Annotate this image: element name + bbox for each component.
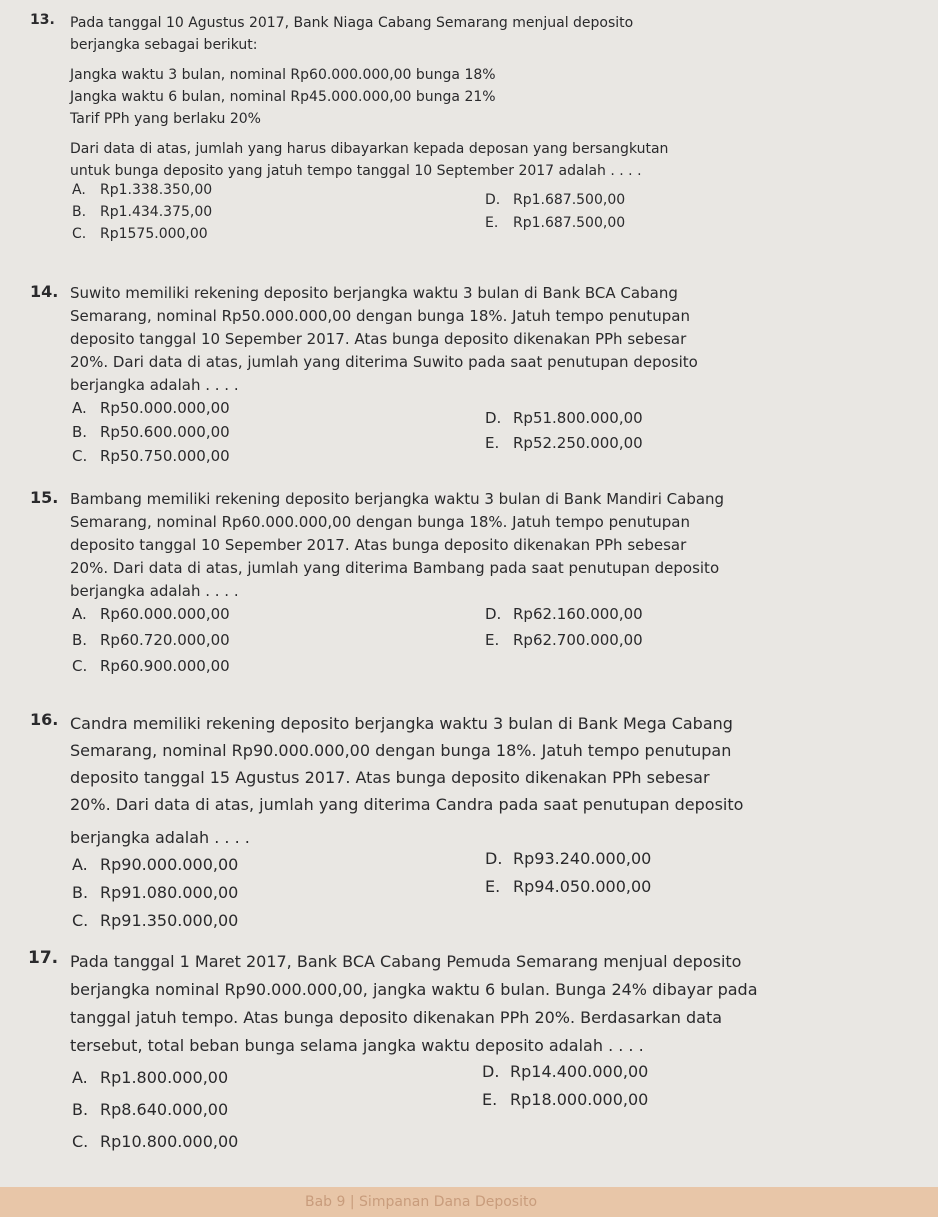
question-number: 14. bbox=[30, 282, 59, 301]
answer-options bbox=[70, 605, 925, 685]
question-number: 15. bbox=[30, 488, 59, 507]
option-d[interactable]: D. Rp51.800.000,00 bbox=[485, 409, 643, 427]
question-line: Semarang, nominal Rp60.000.000,00 dengan bunga 18%. Jatuh tempo penutupan bbox=[70, 513, 691, 531]
answer-options bbox=[70, 182, 925, 254]
question-line: deposito tanggal 10 Sepember 2017. Atas bunga deposito dikenakan PPh sebesar bbox=[70, 536, 687, 554]
question-line: Jangka waktu 3 bulan, nominal Rp60.000.000,00 bunga 18% bbox=[70, 67, 496, 83]
question-number: 13. bbox=[30, 12, 55, 28]
option-c[interactable]: C. Rp60.900.000,00 bbox=[72, 657, 230, 675]
footer-bar bbox=[0, 1187, 938, 1217]
answer-options bbox=[70, 849, 925, 939]
question-line: Pada tanggal 10 Agustus 2017, Bank Niaga Cabang Semarang menjual deposito bbox=[70, 15, 634, 31]
question-number: 16. bbox=[30, 710, 59, 729]
question-17 bbox=[28, 948, 923, 1160]
option-c[interactable]: C. Rp1575.000,00 bbox=[72, 226, 208, 242]
question-line: 20%. Dari data di atas, jumlah yang diterima Suwito pada saat penutupan deposito bbox=[70, 353, 698, 371]
option-e[interactable]: E. Rp62.700.000,00 bbox=[485, 631, 643, 649]
option-b[interactable]: B. Rp1.434.375,00 bbox=[72, 204, 213, 220]
option-e[interactable]: E. Rp1.687.500,00 bbox=[485, 215, 626, 231]
option-c[interactable]: C. Rp10.800.000,00 bbox=[72, 1132, 239, 1151]
question-line: Candra memiliki rekening deposito berjangka waktu 3 bulan di Bank Mega Cabang bbox=[70, 714, 733, 733]
question-line: berjangka adalah . . . . bbox=[70, 376, 239, 394]
question-line: deposito tanggal 10 Sepember 2017. Atas bunga deposito dikenakan PPh sebesar bbox=[70, 330, 687, 348]
option-d[interactable]: D. Rp93.240.000,00 bbox=[485, 849, 652, 868]
question-text bbox=[70, 710, 925, 851]
question-14 bbox=[30, 282, 925, 471]
question-line: Pada tanggal 1 Maret 2017, Bank BCA Cabang Pemuda Semarang menjual deposito bbox=[70, 952, 742, 971]
question-line: berjangka adalah . . . . bbox=[70, 828, 250, 847]
answer-options bbox=[70, 1062, 923, 1160]
option-e[interactable]: E. Rp94.050.000,00 bbox=[485, 877, 652, 896]
question-line: Jangka waktu 6 bulan, nominal Rp45.000.000,00 bunga 21% bbox=[70, 89, 496, 105]
question-line: untuk bunga deposito yang jatuh tempo tanggal 10 September 2017 adalah . . . . bbox=[70, 163, 642, 179]
question-text bbox=[70, 488, 925, 603]
question-line: berjangka sebagai berikut: bbox=[70, 37, 258, 53]
question-line: 20%. Dari data di atas, jumlah yang diterima Bambang pada saat penutupan deposito bbox=[70, 559, 720, 577]
option-e[interactable]: E. Rp52.250.000,00 bbox=[485, 434, 643, 452]
option-a[interactable]: A. Rp90.000.000,00 bbox=[72, 855, 239, 874]
option-d[interactable]: D. Rp62.160.000,00 bbox=[485, 605, 643, 623]
option-b[interactable]: B. Rp91.080.000,00 bbox=[72, 883, 239, 902]
question-16 bbox=[30, 710, 925, 939]
question-line: Bambang memiliki rekening deposito berjangka waktu 3 bulan di Bank Mandiri Cabang bbox=[70, 490, 725, 508]
question-line: Tarif PPh yang berlaku 20% bbox=[70, 111, 261, 127]
answer-options bbox=[70, 399, 925, 471]
question-15 bbox=[30, 488, 925, 685]
option-a[interactable]: A. Rp1.800.000,00 bbox=[72, 1068, 229, 1087]
question-line: tersebut, total beban bunga selama jangka waktu deposito adalah . . . . bbox=[70, 1036, 644, 1055]
question-line: deposito tanggal 15 Agustus 2017. Atas bunga deposito dikenakan PPh sebesar bbox=[70, 768, 710, 787]
question-text bbox=[70, 282, 925, 397]
question-line: Suwito memiliki rekening deposito berjangka waktu 3 bulan di Bank BCA Cabang bbox=[70, 284, 678, 302]
option-d[interactable]: D. Rp1.687.500,00 bbox=[485, 192, 626, 208]
question-text bbox=[70, 948, 923, 1060]
option-b[interactable]: B. Rp60.720.000,00 bbox=[72, 631, 230, 649]
question-line: Semarang, nominal Rp50.000.000,00 dengan bunga 18%. Jatuh tempo penutupan bbox=[70, 307, 691, 325]
option-a[interactable]: A. Rp1.338.350,00 bbox=[72, 182, 213, 198]
question-number: 17. bbox=[28, 948, 59, 968]
question-text bbox=[70, 12, 925, 182]
footer-chapter-title: Bab 9 | Simpanan Dana Deposito bbox=[305, 1194, 538, 1210]
question-line: 20%. Dari data di atas, jumlah yang diterima Candra pada saat penutupan deposito bbox=[70, 795, 744, 814]
question-line: berjangka nominal Rp90.000.000,00, jangka waktu 6 bulan. Bunga 24% dibayar pada bbox=[70, 980, 758, 999]
question-13 bbox=[30, 12, 925, 254]
option-c[interactable]: C. Rp91.350.000,00 bbox=[72, 911, 239, 930]
option-b[interactable]: B. Rp50.600.000,00 bbox=[72, 423, 230, 441]
question-line: Semarang, nominal Rp90.000.000,00 dengan bunga 18%. Jatuh tempo penutupan bbox=[70, 741, 732, 760]
option-a[interactable]: A. Rp50.000.000,00 bbox=[72, 399, 230, 417]
question-line: Dari data di atas, jumlah yang harus dibayarkan kepada deposan yang bersangkutan bbox=[70, 141, 669, 157]
option-d[interactable]: D. Rp14.400.000,00 bbox=[482, 1062, 649, 1081]
question-line: berjangka adalah . . . . bbox=[70, 582, 239, 600]
option-e[interactable]: E. Rp18.000.000,00 bbox=[482, 1090, 649, 1109]
question-line: tanggal jatuh tempo. Atas bunga deposito dikenakan PPh 20%. Berdasarkan data bbox=[70, 1008, 723, 1027]
option-a[interactable]: A. Rp60.000.000,00 bbox=[72, 605, 230, 623]
option-c[interactable]: C. Rp50.750.000,00 bbox=[72, 447, 230, 465]
option-b[interactable]: B. Rp8.640.000,00 bbox=[72, 1100, 229, 1119]
